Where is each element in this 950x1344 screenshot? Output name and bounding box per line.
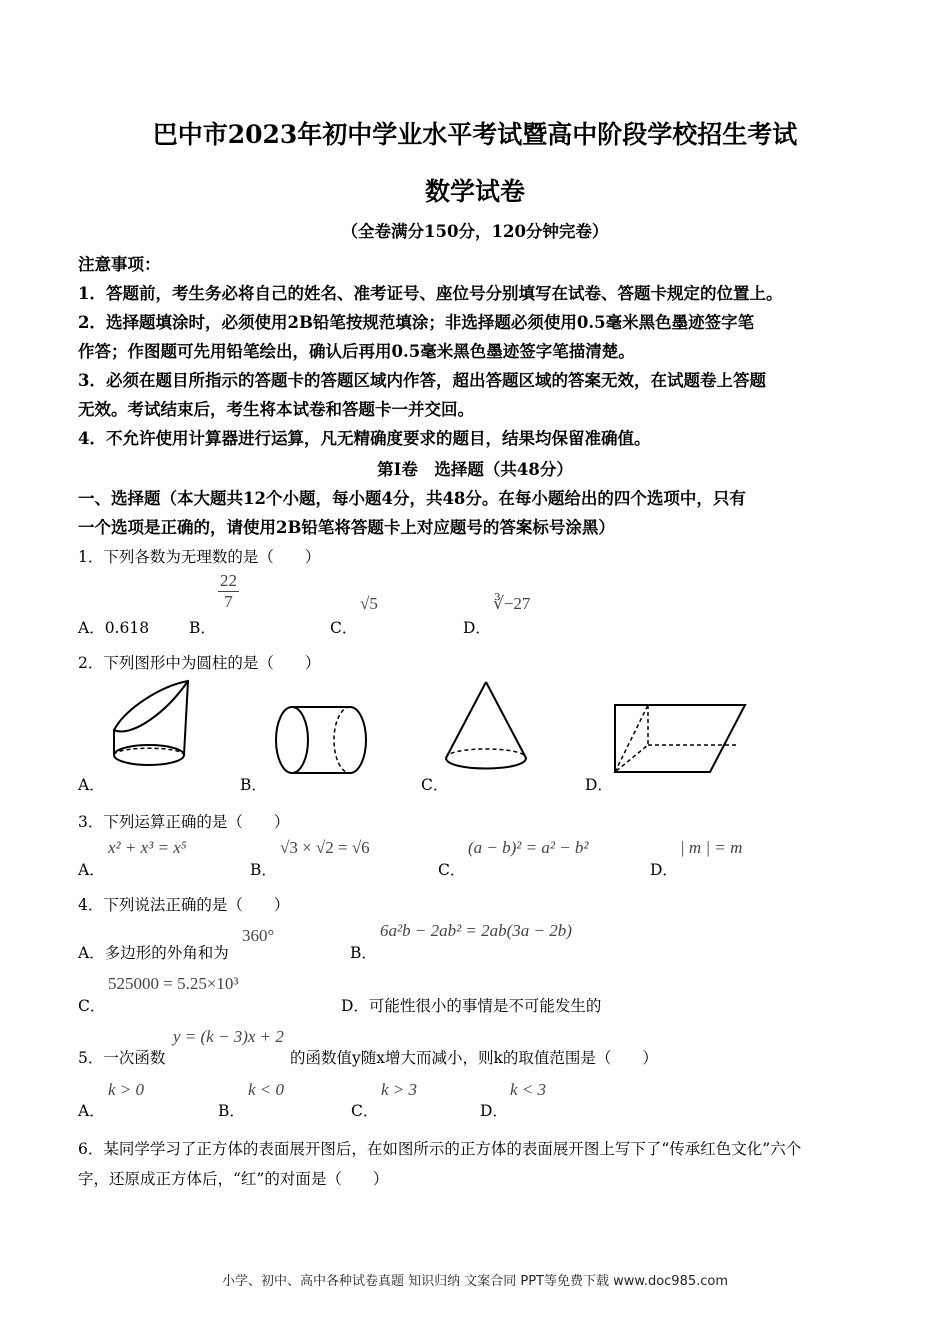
exam-info: （全卷满分150分，120分钟完卷） <box>341 222 609 241</box>
q3-d-expr: | m | = m <box>680 838 743 857</box>
q4-option-d: D．可能性很小的事情是不可能发生的 <box>341 997 602 1015</box>
q5-option-c: C． <box>351 1102 379 1120</box>
q2-figure-c <box>438 676 534 776</box>
question-5-stem-post: 的函数值y随x增大而减小，则k的取值范围是（ ） <box>290 1049 658 1067</box>
q5-c-expr: k > 3 <box>381 1080 418 1099</box>
q5-function-expr: y = (k − 3)x + 2 <box>173 1027 284 1046</box>
q1-option-c: C． <box>330 619 358 637</box>
question-6-line-1: 6．某同学学习了正方体的表面展开图后，在如图所示的正方体的表面展开图上写下了“传承红色文化”六个 <box>78 1140 802 1158</box>
note-item: 1．答题前，考生务必将自己的姓名、准考证号、座位号分别填写在试卷、答题卡规定的位置上。 <box>78 284 783 303</box>
q1-d-expr: ∛−27 <box>493 594 531 613</box>
q2-figure-b <box>270 700 370 780</box>
q4-b-expr: 6a²b − 2ab² = 2ab(3a − 2b) <box>380 921 572 940</box>
q1-option-b: B． <box>189 619 216 637</box>
q2-option-d: D． <box>585 776 613 794</box>
section-title: 第Ⅰ卷 选择题（共48分） <box>377 460 573 479</box>
q4-option-c: C． <box>78 997 106 1015</box>
note-item: 3．必须在题目所指示的答题卡的答题区域内作答，超出答题区域的答案无效，在试题卷上答题 <box>78 371 766 390</box>
q5-d-expr: k < 3 <box>510 1080 547 1099</box>
q2-figure-d <box>610 700 750 780</box>
q1-b-fraction: $\frac{22}{7}$ <box>220 571 237 611</box>
q5-option-d: D． <box>480 1102 508 1120</box>
q5-option-a: A． <box>78 1102 105 1120</box>
question-5-stem-pre: 5．一次函数 <box>78 1049 166 1067</box>
q3-option-c: C． <box>438 861 466 879</box>
q3-b-expr: √3 × √2 = √6 <box>280 838 370 857</box>
q2-option-c: C． <box>421 776 449 794</box>
q4-c-expr: 525000 = 5.25×10³ <box>108 974 239 993</box>
q4-a-expr: 360° <box>242 926 275 945</box>
q1-option-a: A．0.618 <box>78 619 150 637</box>
q5-a-expr: k > 0 <box>108 1080 145 1099</box>
q3-option-a: A． <box>78 861 105 879</box>
note-item: 2．选择题填涂时，必须使用2B铅笔按规范填涂；非选择题必须使用0.5毫米黑色墨迹签字笔 <box>78 313 755 332</box>
q2-figure-a <box>106 678 196 778</box>
note-item: 4．不允许使用计算器进行运算，凡无精确度要求的题目，结果均保留准确值。 <box>78 429 651 448</box>
exam-title: 巴中市2023年初中学业水平考试暨高中阶段学校招生考试 <box>152 120 798 149</box>
question-2-stem: 2．下列图形中为圆柱的是（ ） <box>78 654 321 672</box>
q1-c-expr: √5 <box>360 594 378 613</box>
q4-option-b: B． <box>350 944 377 962</box>
question-4-stem: 4．下列说法正确的是（ ） <box>78 896 290 914</box>
q3-option-b: B． <box>250 861 277 879</box>
q2-option-b: B． <box>240 776 267 794</box>
q3-c-expr: (a − b)² = a² − b² <box>468 838 589 857</box>
exam-subtitle: 数学试卷 <box>424 177 525 206</box>
q5-b-expr: k < 0 <box>248 1080 285 1099</box>
section-instruction: 一个选项是正确的，请使用2B铅笔将答题卡上对应题号的答案标号涂黑） <box>78 518 615 537</box>
question-6-line-2: 字，还原成正方体后，“红”的对面是（ ） <box>78 1170 389 1188</box>
q3-option-d: D． <box>650 861 678 879</box>
q4-option-a: A．多边形的外角和为 <box>78 944 229 962</box>
q2-option-a: A． <box>78 776 105 794</box>
q3-a-expr: x² + x³ = x⁵ <box>108 838 187 857</box>
note-item: 无效。考试结束后，考生将本试卷和答题卡一并交回。 <box>78 400 474 419</box>
note-item: 作答；作图题可先用铅笔绘出，确认后再用0.5毫米黑色墨迹签字笔描清楚。 <box>78 342 635 361</box>
footer-text: 小学、初中、高中各种试卷真题 知识归纳 文案合同 PPT等免费下载 www.doc985.com <box>221 1274 729 1289</box>
question-1-stem: 1．下列各数为无理数的是（ ） <box>78 548 321 566</box>
question-3-stem: 3．下列运算正确的是（ ） <box>78 813 290 831</box>
notes-heading: 注意事项： <box>78 255 161 274</box>
q1-option-d: D． <box>463 619 491 637</box>
section-instruction: 一、选择题（本大题共12个小题，每小题4分，共48分。在每小题给出的四个选项中，只有 <box>78 489 746 508</box>
q5-option-b: B． <box>218 1102 245 1120</box>
